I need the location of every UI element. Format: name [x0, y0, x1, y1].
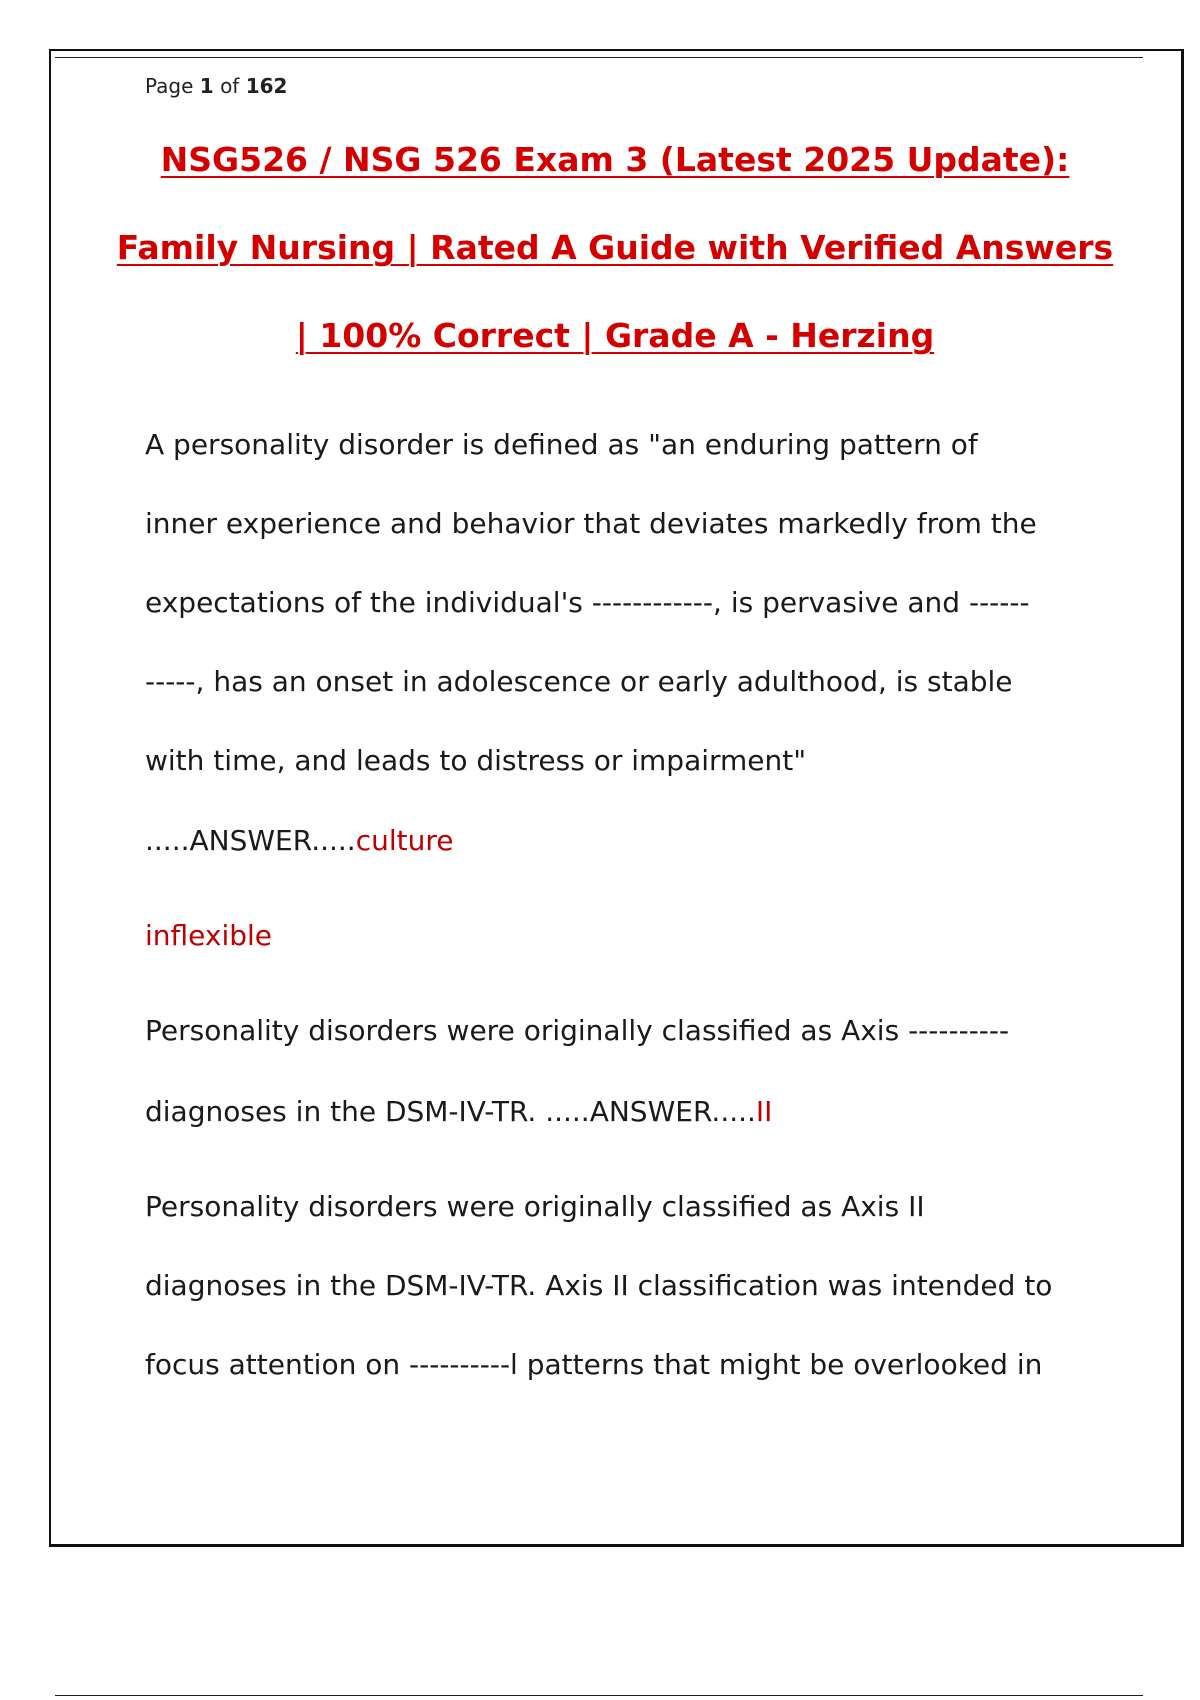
top-rule	[55, 57, 1143, 58]
page-of: of	[220, 74, 240, 98]
page-current: 1	[199, 74, 214, 98]
q1-line-5: with time, and leads to distress or impairment"	[145, 744, 807, 777]
q1-answer-line	[145, 824, 1145, 857]
q1-line-3: expectations of the individual's ------------, is pervasive and ------	[145, 586, 1030, 619]
answer-text: culture	[355, 824, 454, 857]
title-line-2: Family Nursing | Rated A Guide with Verified Answers	[116, 228, 1114, 267]
q1-line-2: inner experience and behavior that deviates markedly from the	[145, 507, 1037, 540]
q2-answer: II	[755, 1095, 773, 1128]
q2-answer-line	[145, 1095, 1145, 1128]
q3-line-1: Personality disorders were originally classified as Axis II	[145, 1190, 925, 1223]
q3-line-2: diagnoses in the DSM-IV-TR. Axis II classification was intended to	[145, 1269, 1053, 1302]
document-title	[100, 140, 1130, 404]
q2-line-2: diagnoses in the DSM-IV-TR. .....ANSWER.....	[145, 1095, 756, 1128]
title-line-1: NSG526 / NSG 526 Exam 3 (Latest 2025 Update):	[160, 140, 1070, 179]
page-total: 162	[245, 74, 288, 98]
q2-line-1: Personality disorders were originally classified as Axis ----------	[145, 1014, 1010, 1047]
q1-line-4: -----, has an onset in adolescence or early adulthood, is stable	[145, 665, 1013, 698]
bottom-rule	[55, 1695, 1143, 1696]
page-word: Page	[145, 74, 194, 98]
q3-line-3: focus attention on ----------l patterns that might be overlooked in	[145, 1348, 1043, 1381]
q1-line-1: A personality disorder is defined as "an enduring pattern of	[145, 428, 978, 461]
page-indicator	[145, 74, 287, 98]
q1-answer-line-2: inflexible	[145, 919, 273, 952]
title-line-3: | 100% Correct | Grade A - Herzing	[295, 316, 935, 355]
answer-prefix: .....ANSWER.....	[145, 824, 356, 857]
